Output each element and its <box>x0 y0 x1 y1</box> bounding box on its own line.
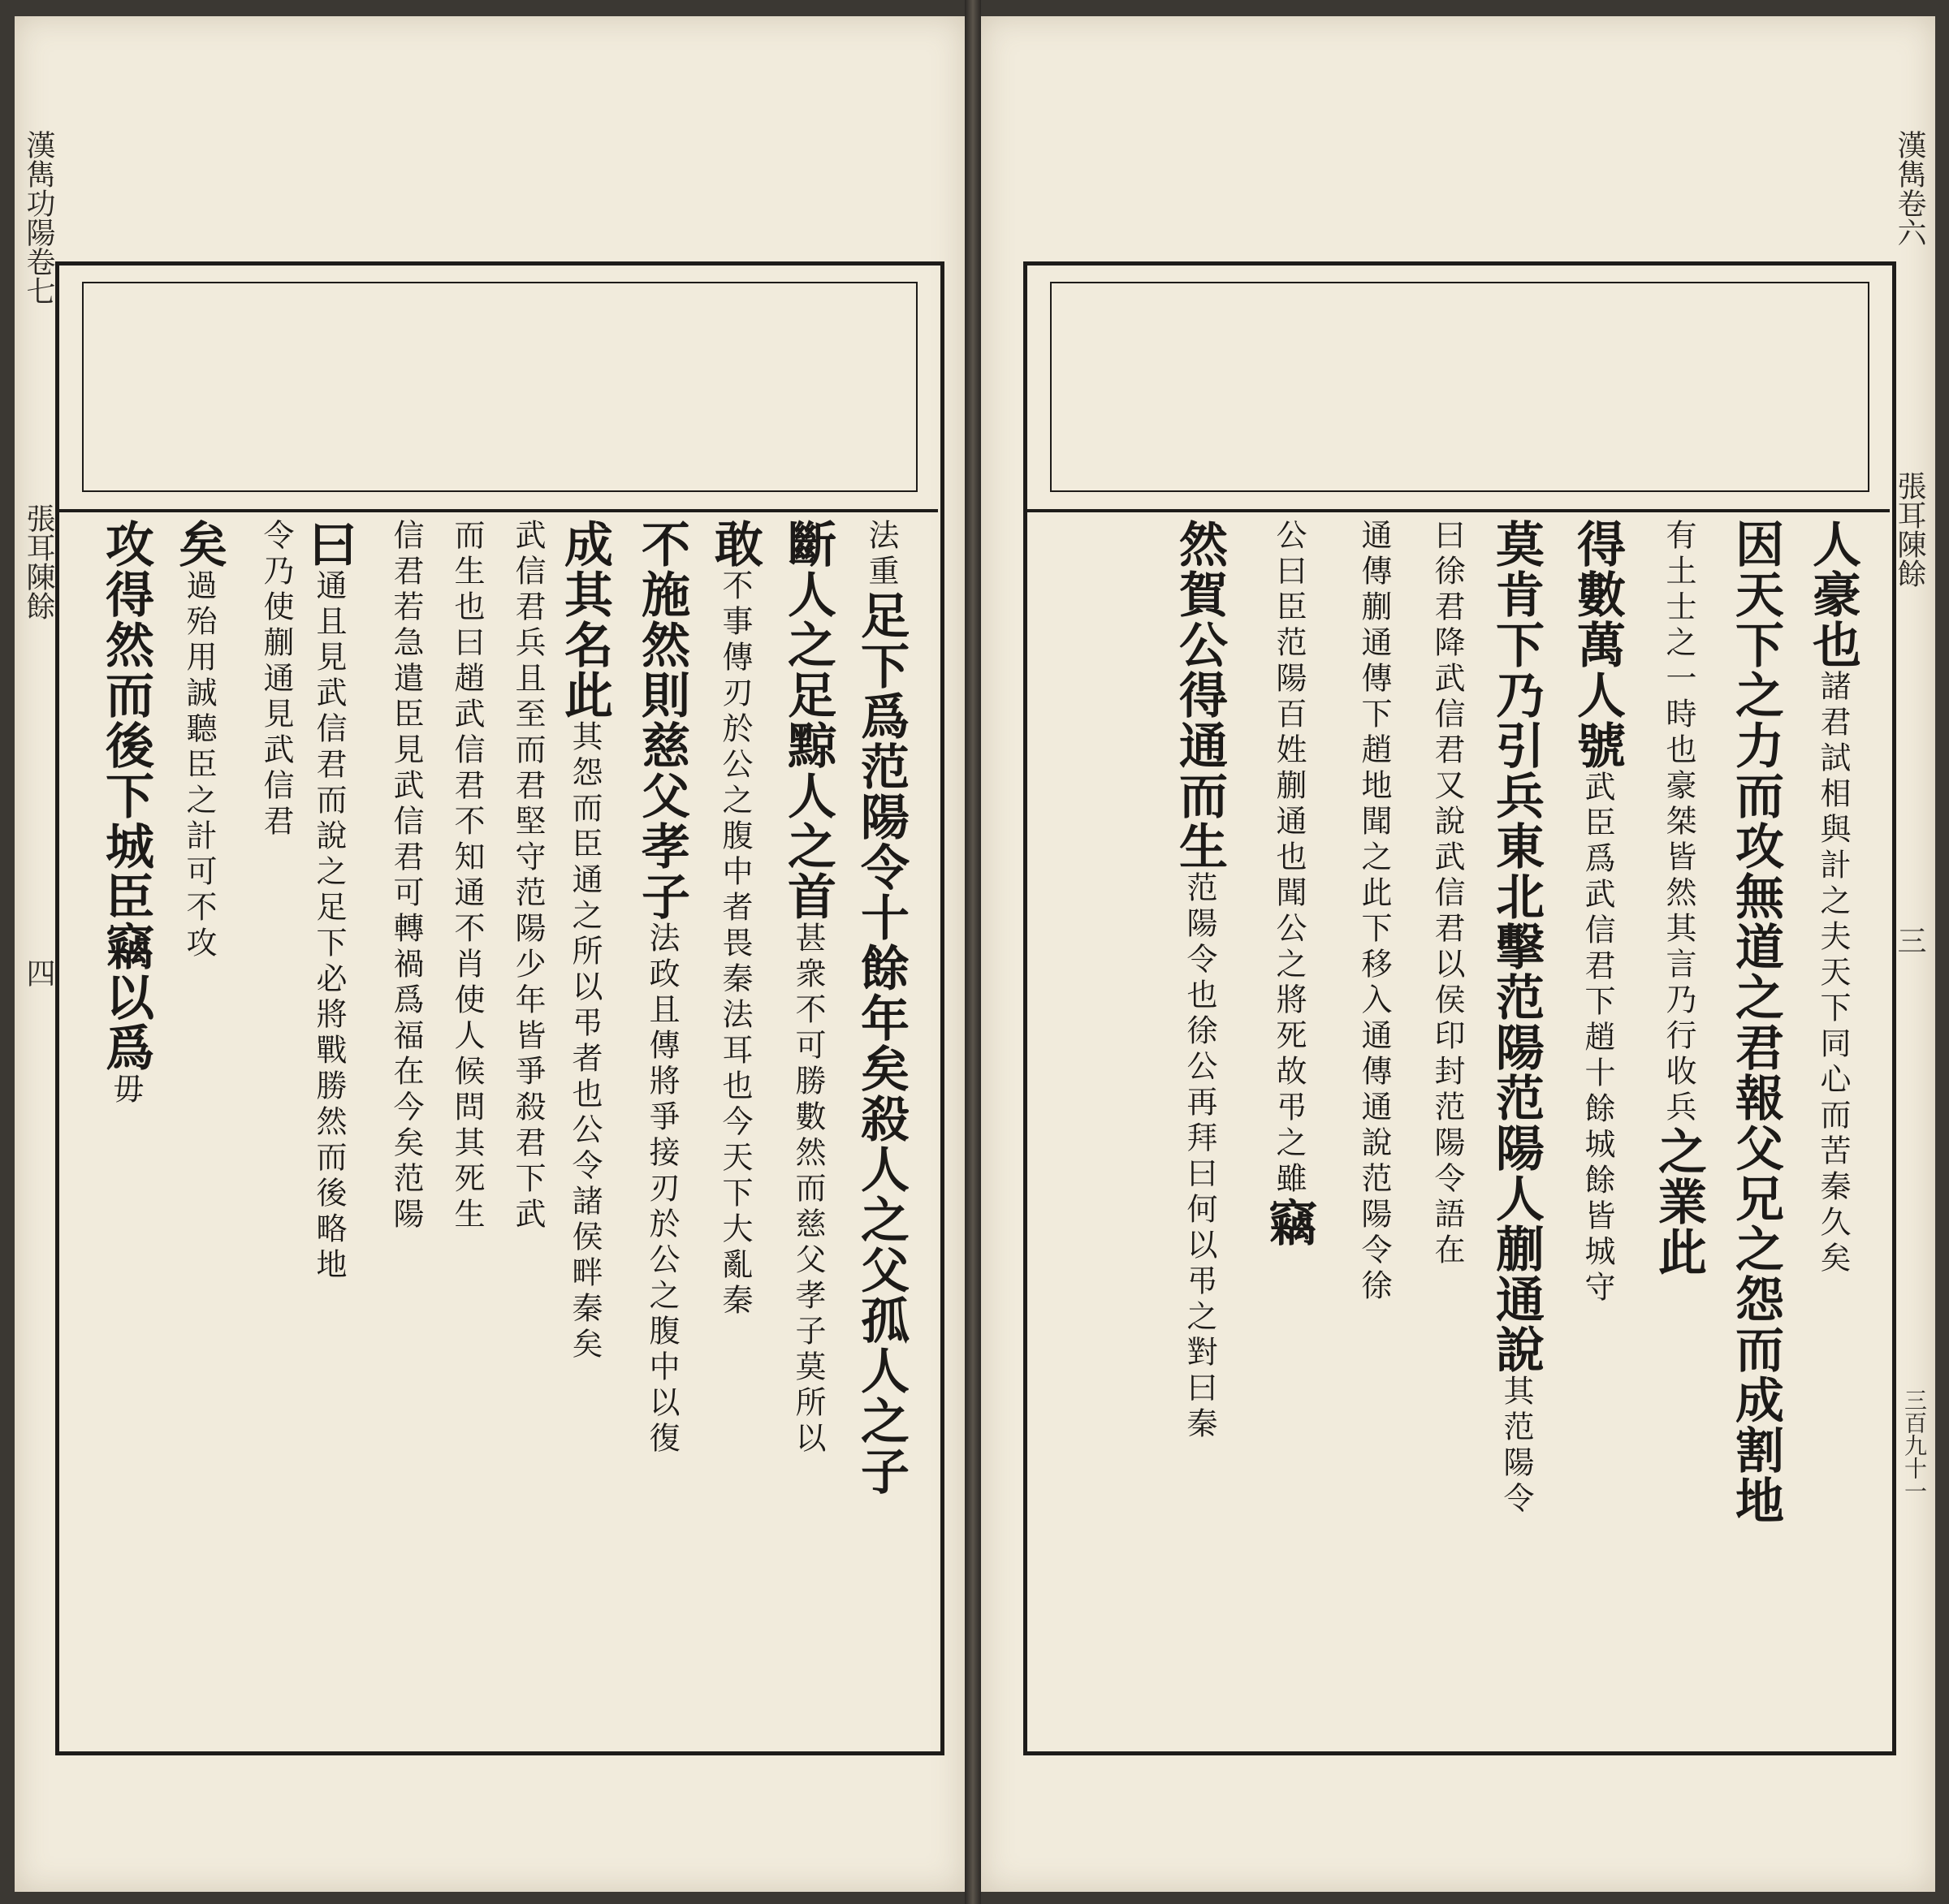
left-margin-title: 漢雋功陽卷七 <box>22 130 55 305</box>
left-text-block <box>59 511 932 1745</box>
left-col-1: 法重足下爲范陽令十餘年矣殺人之父孤人之子 <box>853 519 910 1496</box>
right-text-block <box>1027 511 1884 1745</box>
right-margin-num: 三 <box>1893 926 1926 955</box>
left-col-7: 而生也曰趙武信君不知通不肖使人候問其死生 <box>449 519 485 1233</box>
right-col-9: 然賀公得通而生范陽令也徐公再拜曰何以弔之對曰秦 <box>1171 519 1228 1443</box>
right-col-6: 曰徐君降武信君又說武信君以侯印封范陽令語在 <box>1429 519 1465 1269</box>
right-col-3: 有土士之一時也豪桀皆然其言乃行收兵之業此 <box>1650 519 1707 1277</box>
right-col-8: 公曰臣范陽百姓蒯通也聞公之將死故弔之雖竊 <box>1260 519 1317 1248</box>
left-margin-num: 四 <box>22 958 55 987</box>
left-col-8: 信君若急遣臣見武信君可轉禍爲福在今矣范陽 <box>388 519 424 1233</box>
left-col-12: 攻得然而後下城臣竊以爲毋 <box>97 519 154 1108</box>
left-blank-header <box>82 282 918 492</box>
right-col-7: 通傳蒯通傳下趙地聞之此下移入通傳通說范陽令徐 <box>1356 519 1392 1305</box>
right-col-4: 得數萬人號武臣爲武信君下趙十餘城餘皆城守 <box>1569 519 1626 1306</box>
left-col-2: 斷人之足黥人之首甚衆不可勝數然而慈父孝子莫所以 <box>780 519 836 1457</box>
left-outer-frame <box>55 261 944 1755</box>
right-blank-header <box>1050 282 1869 492</box>
book-gutter <box>965 0 981 1904</box>
left-col-6: 武信君兵且至而君堅守范陽少年皆爭殺君下武 <box>510 519 546 1233</box>
left-col-9: 曰通且見武信君而說之足下必將戰勝然而後略地 <box>300 519 357 1284</box>
right-margin-sub: 張耳陳餘 <box>1893 471 1926 588</box>
left-col-3: 敢不事傳刃於公之腹中者畏秦法耳也今天下大亂秦 <box>707 519 763 1319</box>
right-col-1: 人豪也諸君試相與計之夫天下同心而苦秦久矣 <box>1804 519 1861 1277</box>
left-page <box>15 16 965 1892</box>
right-outer-frame <box>1023 261 1896 1755</box>
left-col-4: 不施然則慈父孝子法政且傳將爭接刃於公之腹中以復 <box>633 519 690 1457</box>
right-col-2: 因天下之力而攻無道之君報父兄之怨而成割地 <box>1727 519 1784 1526</box>
left-col-11: 矣過殆用誠聽臣之計可不攻 <box>171 519 227 962</box>
right-page <box>981 16 1935 1892</box>
right-margin-title: 漢雋卷六 <box>1893 130 1926 247</box>
left-col-10: 令乃使蒯通見武信君 <box>258 519 294 840</box>
right-col-5: 莫肯下乃引兵東北擊范陽范陽人蒯通說其范陽令 <box>1488 519 1545 1518</box>
right-margin-foot: 三百九十一 <box>1901 1388 1928 1502</box>
left-margin-sub: 張耳陳餘 <box>22 503 55 620</box>
left-col-5: 成其名此其怨而臣通之所以弔者也公令諸侯畔秦矣 <box>556 519 613 1363</box>
